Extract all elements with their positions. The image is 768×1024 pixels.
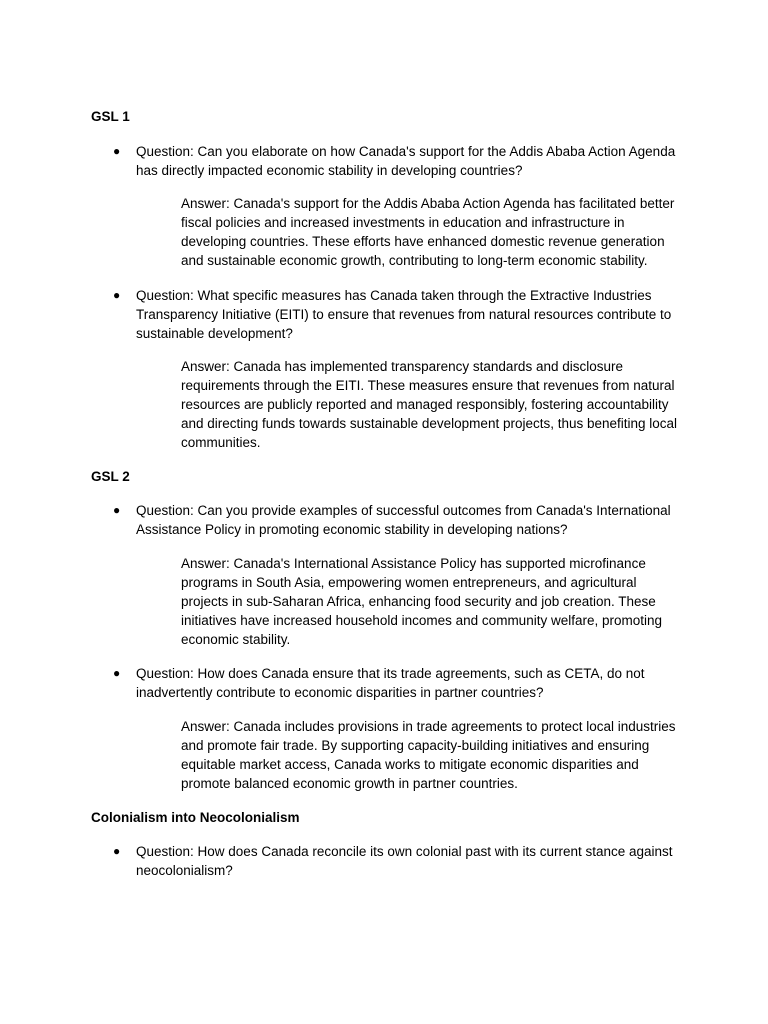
section-heading-gsl-1: GSL 1	[91, 109, 130, 124]
question-item	[113, 142, 676, 180]
question-text: Question: How does Canada ensure that its trade agreements, such as CETA, do not inadvertently contribute to economic disparities in partner countries?	[136, 666, 645, 700]
question-text: Question: Can you provide examples of successful outcomes from Canada's International Assistance Policy in promoting economic stability in developing nations?	[136, 503, 671, 537]
answer-text: Answer: Canada has implemented transparency standards and disclosure requirements through the EITI. These measures ensure that revenues from natural resources are publicly reported and managed responsibly, fostering accountability and directing funds towards sustainable development projects, thus benefiting local communities.	[181, 359, 678, 450]
answer-text: Answer: Canada's support for the Addis Ababa Action Agenda has facilitated better fiscal policies and increased investments in education and infrastructure in developing countries. These efforts have enhanced domestic revenue generation and sustainable economic growth, contributing to long-term economic stability.	[181, 196, 675, 268]
question-item	[113, 501, 676, 539]
answer-text: Answer: Canada's International Assistance Policy has supported microfinance programs in South Asia, empowering women entrepreneurs, and agricultural projects in sub-Saharan Africa, enhancing food security and job creation. These initiatives have increased household incomes and community welfare, promoting economic stability.	[181, 556, 663, 647]
question-item	[113, 664, 676, 702]
section-heading-gsl-2: GSL 2	[91, 469, 130, 484]
question-item	[113, 286, 676, 343]
question-item	[113, 842, 676, 880]
section-heading-colonialism: Colonialism into Neocolonialism	[91, 810, 300, 825]
question-text: Question: What specific measures has Canada taken through the Extractive Industries Transparency Initiative (EITI) to ensure that revenues from natural resources contribute to sustainable development?	[136, 288, 672, 341]
bullet-icon: ●	[113, 666, 121, 680]
bullet-icon: ●	[113, 844, 121, 858]
answer-text: Answer: Canada includes provisions in trade agreements to protect local industries and promote fair trade. By supporting capacity-building initiatives and ensuring equitable market access, Canada works to mitigate economic disparities and promote balanced economic growth in partner countries.	[181, 719, 676, 791]
bullet-icon: ●	[113, 144, 121, 158]
bullet-icon: ●	[113, 503, 121, 517]
question-text: Question: Can you elaborate on how Canada's support for the Addis Ababa Action Agenda has directly impacted economic stability in developing countries?	[136, 144, 676, 178]
question-text: Question: How does Canada reconcile its own colonial past with its current stance against neocolonialism?	[136, 844, 673, 878]
bullet-icon: ●	[113, 288, 121, 302]
